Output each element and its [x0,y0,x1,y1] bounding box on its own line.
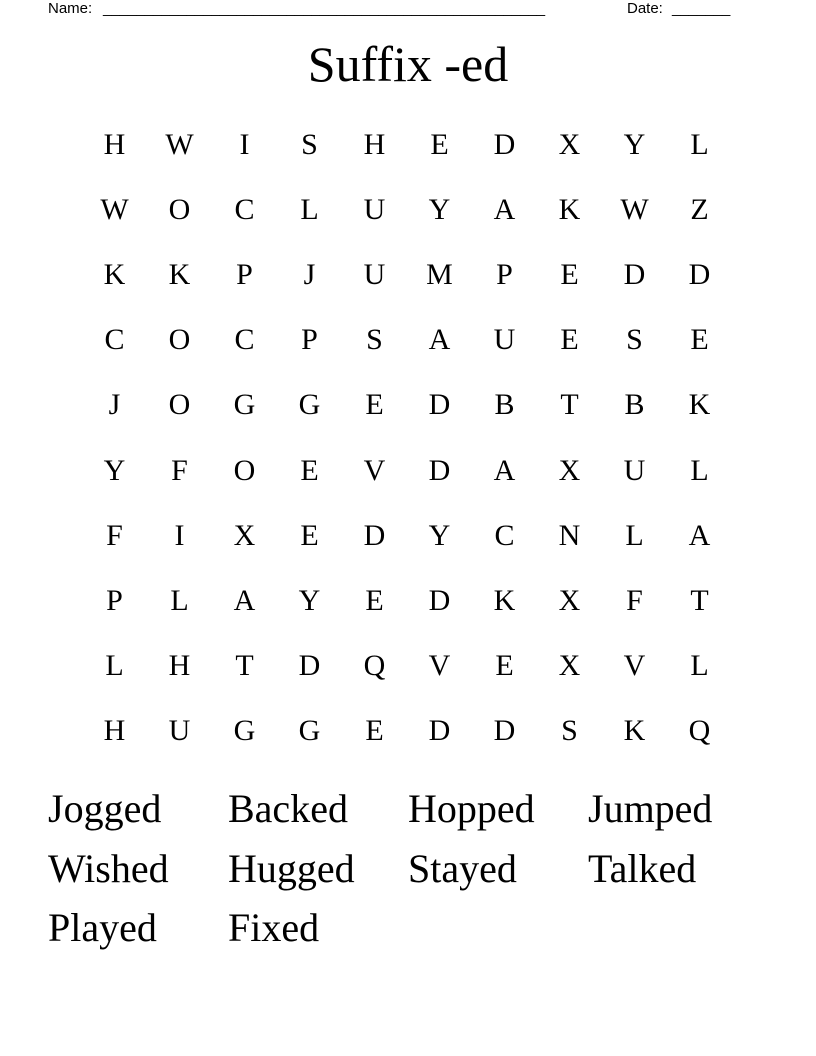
word-bank-item: Talked [588,845,697,891]
grid-letter: X [558,453,581,487]
word-bank-item: Stayed [408,845,517,891]
word-bank-item: Wished [48,845,169,891]
grid-letter: Y [103,453,126,487]
page-title: Suffix -ed [307,36,509,92]
grid-letter: P [496,257,513,291]
grid-letter: L [105,649,124,683]
grid-letter: T [235,649,254,683]
grid-letter: E [560,323,579,357]
grid-letter: G [233,714,256,748]
grid-letter: K [103,257,126,291]
grid-letter: L [625,518,644,552]
grid-letter: U [363,192,386,226]
grid-letter: L [690,453,709,487]
grid-letter: A [428,323,451,357]
grid-letter: A [688,518,711,552]
word-bank-item: Hugged [228,845,355,891]
grid-letter: H [168,649,191,683]
grid-letter: C [104,323,125,357]
grid-letter: D [493,127,516,161]
grid-letter: X [558,127,581,161]
grid-letter: B [494,388,515,422]
grid-letter: S [301,127,318,161]
grid-letter: P [301,323,318,357]
grid-letter: V [363,453,386,487]
grid-letter: Y [623,127,646,161]
grid-letter: F [106,518,123,552]
grid-letter: E [560,257,579,291]
grid-letter: W [100,192,129,226]
grid-letter: P [106,583,123,617]
grid-letter: O [233,453,256,487]
word-bank-item: Played [48,905,157,950]
grid-letter: D [428,583,451,617]
grid-letter: C [494,518,515,552]
grid-letter: O [168,192,191,226]
grid-letter: C [234,323,255,357]
grid-letter: Y [428,192,451,226]
worksheet-header [48,0,748,18]
grid-letter: Y [428,518,451,552]
grid-letter: K [623,714,646,748]
grid-letter: W [165,127,194,161]
grid-letter: Q [688,714,711,748]
grid-letter: E [365,388,384,422]
grid-letter: J [303,257,316,291]
grid-letter: U [623,453,646,487]
grid-letter: G [298,714,321,748]
grid-letter: O [168,388,191,422]
grid-letter: T [690,583,709,617]
grid-letter: A [493,453,516,487]
grid-letter: S [561,714,578,748]
grid-letter: C [234,192,255,226]
grid-letter: U [493,323,516,357]
word-bank-item: Jumped [588,786,713,831]
grid-letter: K [168,257,191,291]
grid-letter: B [624,388,645,422]
grid-letter: E [300,518,319,552]
grid-letter: T [560,388,579,422]
grid-letter: K [558,192,581,226]
grid-letter: L [300,192,319,226]
grid-letter: F [626,583,643,617]
grid-letter: E [365,714,384,748]
grid-letter: V [428,649,451,683]
grid-letter: X [558,583,581,617]
grid-letter: D [298,649,321,683]
grid-letter: A [233,583,256,617]
grid-letter: Y [298,583,321,617]
grid-letter: M [426,257,453,291]
grid-letter: E [690,323,709,357]
grid-letter: E [495,649,514,683]
grid-letter: I [174,518,185,552]
grid-letter: H [103,127,126,161]
grid-letter: K [688,388,711,422]
grid-letter: P [236,257,253,291]
grid-letter: G [298,388,321,422]
grid-letter: U [363,257,386,291]
word-bank-item: Fixed [228,905,320,950]
grid-letter: S [366,323,383,357]
word-bank-item: Backed [228,786,348,831]
word-bank [48,780,768,959]
grid-letter: D [428,453,451,487]
grid-letter: D [363,518,386,552]
grid-letter: I [239,127,250,161]
grid-letter: X [233,518,256,552]
grid-letter: K [493,583,516,617]
grid-letter: L [690,127,709,161]
grid-letter: D [428,388,451,422]
grid-letter: H [363,127,386,161]
grid-letter: Q [363,649,386,683]
grid-letter: L [170,583,189,617]
grid-letter: G [233,388,256,422]
name-blank-line: _____________________________________________________ [103,0,546,17]
grid-letter: V [623,649,646,683]
grid-letter: E [430,127,449,161]
grid-letter: D [688,257,711,291]
word-bank-item: Hopped [408,786,535,831]
grid-letter: W [620,192,649,226]
grid-letter: L [690,649,709,683]
grid-letter: E [365,583,384,617]
grid-letter: X [558,649,581,683]
grid-letter: D [623,257,646,291]
grid-letter: N [558,518,581,552]
date-blank-line: _______ [672,0,731,17]
grid-letter: D [493,714,516,748]
grid-letter: Z [690,192,709,226]
grid-letter: E [300,453,319,487]
word-bank-item: Jogged [48,786,162,831]
grid-letter: A [493,192,516,226]
word-search-grid [82,112,732,764]
date-label: Date: [627,0,663,17]
grid-letter: O [168,323,191,357]
grid-letter: H [103,714,126,748]
name-label: Name: [48,0,93,17]
grid-letter: U [168,714,191,748]
grid-letter: J [108,388,121,422]
grid-letter: F [171,453,188,487]
grid-letter: D [428,714,451,748]
grid-letter: S [626,323,643,357]
